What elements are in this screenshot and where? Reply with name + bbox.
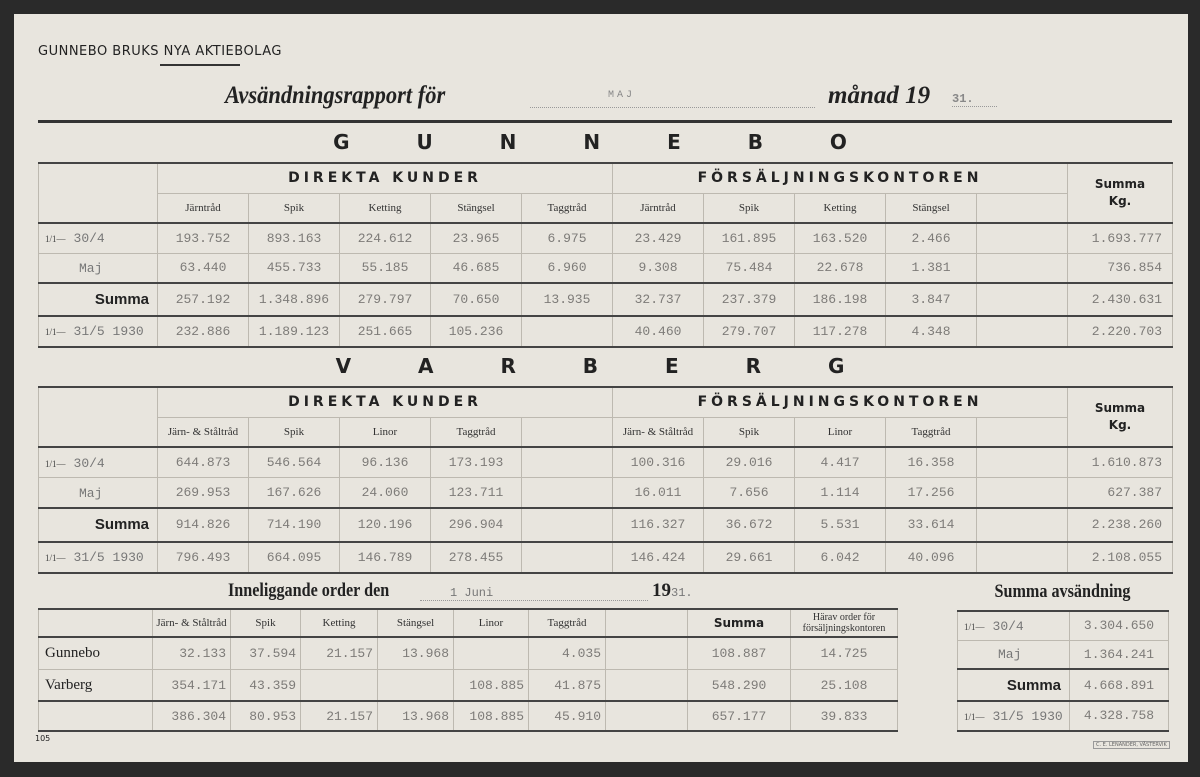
- column-header: [606, 609, 688, 637]
- value-cell: [977, 253, 1068, 283]
- value-cell: 1.189.123: [249, 316, 340, 347]
- value-cell: 914.826: [158, 508, 249, 541]
- value-cell: [606, 701, 688, 731]
- value-cell: [977, 283, 1068, 316]
- summa-cell: 2.430.631: [1068, 283, 1173, 316]
- row-label: 31/5 1930: [73, 324, 144, 340]
- value-cell: 43.359: [231, 669, 301, 701]
- value-cell: [977, 508, 1068, 541]
- value-cell: 173.193: [431, 447, 522, 478]
- column-header: Ketting: [795, 193, 886, 223]
- row-label-cell: [39, 508, 158, 541]
- summa-cell: 736.854: [1068, 253, 1173, 283]
- summa-cell: 2.238.260: [1068, 508, 1173, 541]
- column-header: Spik: [704, 193, 795, 223]
- column-header: Stängsel: [378, 609, 454, 637]
- table-row: [39, 223, 1173, 253]
- table-row: [958, 669, 1169, 701]
- value-cell: 237.379: [704, 283, 795, 316]
- value-cell: 1.114: [795, 478, 886, 509]
- summa-header-line: Summa: [1094, 177, 1146, 191]
- value-cell: 32.737: [613, 283, 704, 316]
- value-cell: 41.875: [529, 669, 606, 701]
- value-cell: 4.668.891: [1070, 669, 1169, 701]
- value-cell: 4.035: [529, 637, 606, 669]
- value-cell: 116.327: [613, 508, 704, 541]
- value-cell: [522, 542, 613, 574]
- value-cell: 6.960: [522, 253, 613, 283]
- corner-cell: [39, 163, 158, 223]
- value-cell: 55.185: [340, 253, 431, 283]
- orders-year: [652, 580, 693, 602]
- row-label: 31/5 1930: [992, 708, 1063, 724]
- row-label: Gunnebo: [39, 637, 153, 669]
- gunnebo-table: [38, 162, 1173, 348]
- column-header: Taggtråd: [431, 417, 522, 447]
- value-cell: 16.358: [886, 447, 977, 478]
- table-row: [39, 316, 1173, 347]
- column-header: Stängsel: [886, 193, 977, 223]
- row-label: 30/4: [992, 618, 1024, 634]
- value-cell: 63.440: [158, 253, 249, 283]
- value-cell: 108.885: [454, 669, 529, 701]
- value-cell: 546.564: [249, 447, 340, 478]
- summa-avsandning-table: [957, 610, 1169, 732]
- column-header: Spik: [249, 417, 340, 447]
- page-number: 105: [35, 734, 51, 743]
- value-cell: 80.953: [231, 701, 301, 731]
- value-cell: 6.042: [795, 542, 886, 574]
- value-cell: 257.192: [158, 283, 249, 316]
- row-label: [39, 701, 153, 731]
- value-cell: [522, 478, 613, 509]
- table-row: [39, 669, 898, 701]
- row-label: 31/5 1930: [73, 550, 144, 566]
- column-header: [977, 193, 1068, 223]
- row-label: Summa: [94, 291, 149, 309]
- column-header: Ketting: [301, 609, 378, 637]
- row-label-cell: [39, 316, 158, 347]
- value-cell: 3.304.650: [1070, 611, 1169, 640]
- summa-kg-header: [1068, 387, 1173, 447]
- value-cell: 278.455: [431, 542, 522, 574]
- value-cell: 167.626: [249, 478, 340, 509]
- column-header: Järn- & Ståltråd: [158, 417, 249, 447]
- value-cell: 29.661: [704, 542, 795, 574]
- corner-cell: [39, 609, 153, 637]
- harav-cell: 14.725: [791, 637, 898, 669]
- value-cell: [378, 669, 454, 701]
- group-header-forsaljning: FÖRSÄLJNINGSKONTOREN: [613, 163, 1068, 193]
- label-prefix: 1/1—: [45, 553, 66, 564]
- group-header-direkta: DIREKTA KUNDER: [158, 163, 613, 193]
- value-cell: 117.278: [795, 316, 886, 347]
- table-row: [39, 508, 1173, 541]
- value-cell: 644.873: [158, 447, 249, 478]
- value-cell: 1.348.896: [249, 283, 340, 316]
- value-cell: 455.733: [249, 253, 340, 283]
- divider: [38, 120, 1172, 123]
- row-label: Maj: [79, 260, 103, 276]
- value-cell: 75.484: [704, 253, 795, 283]
- column-header: [522, 417, 613, 447]
- value-cell: 120.196: [340, 508, 431, 541]
- column-header: Stängsel: [431, 193, 522, 223]
- value-cell: 21.157: [301, 637, 378, 669]
- orders-table: [38, 608, 898, 732]
- value-cell: 24.060: [340, 478, 431, 509]
- summa-cell: 1.693.777: [1068, 223, 1173, 253]
- row-label: 30/4: [73, 455, 105, 471]
- label-prefix: 1/1—: [964, 711, 985, 722]
- summa-cell: 548.290: [688, 669, 791, 701]
- table-row: [39, 637, 898, 669]
- column-header: Taggtråd: [529, 609, 606, 637]
- value-cell: 23.429: [613, 223, 704, 253]
- section-title-gunnebo: G U N N E B O: [333, 130, 877, 154]
- value-cell: [454, 637, 529, 669]
- table-row: [39, 701, 898, 731]
- row-label: Maj: [79, 485, 103, 501]
- row-label-cell: [39, 253, 158, 283]
- summa-cell: 657.177: [688, 701, 791, 731]
- value-cell: [606, 669, 688, 701]
- value-cell: 4.417: [795, 447, 886, 478]
- harav-cell: 39.833: [791, 701, 898, 731]
- label-prefix: 1/1—: [45, 234, 66, 245]
- value-cell: 3.847: [886, 283, 977, 316]
- value-cell: 13.968: [378, 637, 454, 669]
- summa-cell: 627.387: [1068, 478, 1173, 509]
- value-cell: 714.190: [249, 508, 340, 541]
- value-cell: 37.594: [231, 637, 301, 669]
- value-cell: 100.316: [613, 447, 704, 478]
- row-label: Summa: [1006, 676, 1061, 694]
- row-label-cell: [958, 669, 1070, 701]
- value-cell: [977, 223, 1068, 253]
- month-field: MAJ: [530, 90, 815, 108]
- value-cell: [977, 478, 1068, 509]
- column-header: Linor: [454, 609, 529, 637]
- table-row: [39, 447, 1173, 478]
- value-cell: 251.665: [340, 316, 431, 347]
- value-cell: [301, 669, 378, 701]
- label-prefix: 1/1—: [45, 327, 66, 338]
- value-cell: 279.797: [340, 283, 431, 316]
- summa-cell: 1.610.873: [1068, 447, 1173, 478]
- summa-header-line: Kg.: [1108, 194, 1132, 208]
- row-label-cell: [958, 701, 1070, 731]
- value-cell: [977, 447, 1068, 478]
- summa-cell: 2.108.055: [1068, 542, 1173, 574]
- label-prefix: 1/1—: [45, 458, 66, 469]
- value-cell: 186.198: [795, 283, 886, 316]
- summa-cell: 108.887: [688, 637, 791, 669]
- column-header: Taggtråd: [522, 193, 613, 223]
- value-cell: 4.348: [886, 316, 977, 347]
- value-cell: 2.466: [886, 223, 977, 253]
- column-header: Järntråd: [158, 193, 249, 223]
- summa-header-line: Summa: [1094, 401, 1146, 415]
- row-label-cell: [39, 283, 158, 316]
- group-header-forsaljning: FÖRSÄLJNINGSKONTOREN: [613, 387, 1068, 417]
- value-cell: 40.460: [613, 316, 704, 347]
- row-label: Maj: [998, 647, 1022, 663]
- table-row: [39, 542, 1173, 574]
- row-label-cell: [39, 223, 158, 253]
- value-cell: 123.711: [431, 478, 522, 509]
- value-cell: 1.364.241: [1070, 640, 1169, 669]
- value-cell: 32.133: [153, 637, 231, 669]
- divider: [160, 64, 240, 66]
- summa-avsandning-title: Summa avsändning: [994, 581, 1131, 602]
- value-cell: 4.328.758: [1070, 701, 1169, 731]
- value-cell: 22.678: [795, 253, 886, 283]
- section-title-varberg: V A R B E R G: [335, 354, 875, 378]
- value-cell: 269.953: [158, 478, 249, 509]
- report-title: Avsändningsrapport för: [225, 82, 446, 109]
- column-header: Järntråd: [613, 193, 704, 223]
- value-cell: 13.968: [378, 701, 454, 731]
- value-cell: 279.707: [704, 316, 795, 347]
- row-label: Varberg: [39, 669, 153, 701]
- report-title-suffix: månad 19: [828, 82, 931, 109]
- orders-year-value: 31.: [671, 586, 693, 600]
- column-header: Spik: [231, 609, 301, 637]
- value-cell: 146.424: [613, 542, 704, 574]
- value-cell: 146.789: [340, 542, 431, 574]
- summa-header-line: Kg.: [1108, 418, 1132, 432]
- value-cell: [977, 542, 1068, 574]
- column-header: [977, 417, 1068, 447]
- summa-header: Summa: [688, 609, 791, 637]
- value-cell: 296.904: [431, 508, 522, 541]
- table-row: [958, 611, 1169, 640]
- row-label-cell: [39, 478, 158, 509]
- value-cell: [522, 508, 613, 541]
- value-cell: 17.256: [886, 478, 977, 509]
- row-label: Summa: [94, 516, 149, 534]
- value-cell: 163.520: [795, 223, 886, 253]
- value-cell: 29.016: [704, 447, 795, 478]
- value-cell: 6.975: [522, 223, 613, 253]
- table-row: [39, 478, 1173, 509]
- column-header: Linor: [340, 417, 431, 447]
- row-label-cell: [39, 542, 158, 574]
- table-row: [958, 701, 1169, 731]
- company-name: GUNNEBO BRUKS NYA AKTIEBOLAG: [38, 44, 282, 59]
- orders-date-field: 1 Juni: [420, 586, 648, 601]
- value-cell: 105.236: [431, 316, 522, 347]
- harav-cell: 25.108: [791, 669, 898, 701]
- column-header: Spik: [249, 193, 340, 223]
- corner-cell: [39, 387, 158, 447]
- value-cell: [522, 316, 613, 347]
- row-label-cell: [958, 640, 1070, 669]
- row-label-cell: [958, 611, 1070, 640]
- column-header: Järn- & Ståltråd: [153, 609, 231, 637]
- column-header: Spik: [704, 417, 795, 447]
- column-header: Linor: [795, 417, 886, 447]
- orders-year-prefix: 19: [652, 580, 671, 601]
- value-cell: 5.531: [795, 508, 886, 541]
- value-cell: 108.885: [454, 701, 529, 731]
- value-cell: 45.910: [529, 701, 606, 731]
- value-cell: 893.163: [249, 223, 340, 253]
- group-header-direkta: DIREKTA KUNDER: [158, 387, 613, 417]
- row-label: 30/4: [73, 231, 105, 247]
- summa-kg-header: [1068, 163, 1173, 223]
- table-row: [39, 283, 1173, 316]
- table-row: [39, 253, 1173, 283]
- value-cell: 46.685: [431, 253, 522, 283]
- value-cell: 13.935: [522, 283, 613, 316]
- harav-header: Härav order för försäljningskontoren: [791, 609, 898, 637]
- value-cell: 232.886: [158, 316, 249, 347]
- value-cell: 23.965: [431, 223, 522, 253]
- label-prefix: 1/1—: [964, 621, 985, 632]
- value-cell: 193.752: [158, 223, 249, 253]
- summa-cell: 2.220.703: [1068, 316, 1173, 347]
- value-cell: [522, 447, 613, 478]
- column-header: Ketting: [340, 193, 431, 223]
- row-label-cell: [39, 447, 158, 478]
- value-cell: 16.011: [613, 478, 704, 509]
- column-header: Taggtråd: [886, 417, 977, 447]
- column-header: Järn- & Ståltråd: [613, 417, 704, 447]
- value-cell: 96.136: [340, 447, 431, 478]
- year-field: 31.: [952, 92, 997, 107]
- value-cell: 33.614: [886, 508, 977, 541]
- value-cell: 21.157: [301, 701, 378, 731]
- printer-mark: C. E. LENANDER, VÄSTERVIK: [1093, 741, 1170, 749]
- value-cell: 70.650: [431, 283, 522, 316]
- value-cell: 796.493: [158, 542, 249, 574]
- varberg-table: [38, 386, 1173, 574]
- value-cell: 1.381: [886, 253, 977, 283]
- value-cell: 664.095: [249, 542, 340, 574]
- value-cell: [606, 637, 688, 669]
- orders-title: Inneliggande order den: [228, 580, 390, 601]
- table-row: [958, 640, 1169, 669]
- value-cell: 224.612: [340, 223, 431, 253]
- value-cell: 354.171: [153, 669, 231, 701]
- value-cell: [977, 316, 1068, 347]
- value-cell: 9.308: [613, 253, 704, 283]
- value-cell: 7.656: [704, 478, 795, 509]
- value-cell: 40.096: [886, 542, 977, 574]
- value-cell: 386.304: [153, 701, 231, 731]
- value-cell: 36.672: [704, 508, 795, 541]
- value-cell: 161.895: [704, 223, 795, 253]
